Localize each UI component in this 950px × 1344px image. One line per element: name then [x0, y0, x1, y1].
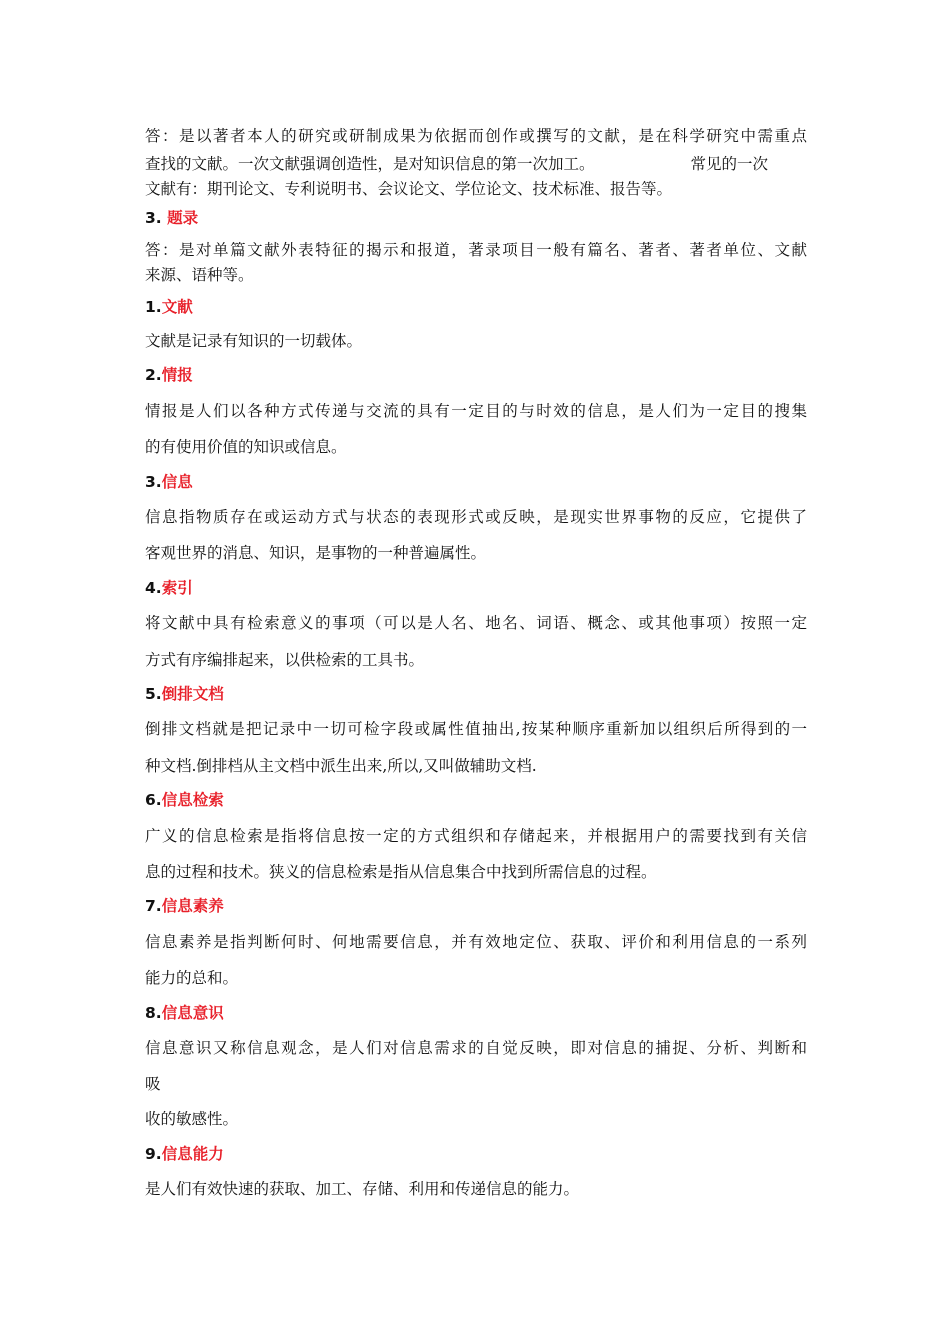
- tilu-answer-line: 答：是对单篇文献外表特征的揭示和报道，著录项目一般有篇名、著者、著者单位、文献: [145, 241, 807, 259]
- term-heading: [145, 684, 224, 704]
- term-definition-line: 信息素养是指判断何时、何地需要信息，并有效地定位、获取、评价和利用信息的一系列: [145, 933, 807, 951]
- heading-title: 信息: [161, 473, 193, 491]
- term-heading: [145, 472, 193, 492]
- term-heading: [145, 790, 224, 810]
- term-definition-line: 收的敏感性。: [145, 1110, 239, 1128]
- term-definition-line: 情报是人们以各种方式传递与交流的具有一定目的与时效的信息，是人们为一定目的搜集: [145, 402, 807, 420]
- term-heading: [145, 1144, 224, 1164]
- heading-number: 6.: [145, 791, 162, 809]
- heading-number: 3.: [145, 209, 162, 227]
- heading-number: 3.: [145, 473, 162, 491]
- heading-title: 信息能力: [161, 1145, 224, 1163]
- heading-title: 信息意识: [161, 1004, 224, 1022]
- term-definition-line: 种文档.倒排档从主文档中派生出来,所以,又叫做辅助文档.: [145, 757, 537, 775]
- term-definition-line: 文献是记录有知识的一切载体。: [145, 332, 363, 350]
- heading-number: 8.: [145, 1004, 162, 1022]
- heading-title: 索引: [161, 579, 193, 597]
- heading-title: 信息素养: [161, 897, 224, 915]
- term-definition-line: 将文献中具有检索意义的事项（可以是人名、地名、词语、概念、或其他事项）按照一定: [145, 614, 807, 632]
- term-definition-line: 息的过程和技术。狭义的信息检索是指从信息集合中找到所需信息的过程。: [145, 863, 657, 881]
- heading-title: 文献: [161, 298, 193, 316]
- heading-title: 情报: [161, 366, 193, 384]
- heading-title: 倒排文档: [161, 685, 224, 703]
- term-heading-tilu: [145, 208, 198, 228]
- term-heading: [145, 578, 193, 598]
- heading-number: 4.: [145, 579, 162, 597]
- term-definition-line: 的有使用价值的知识或信息。: [145, 438, 347, 456]
- heading-number: 9.: [145, 1145, 162, 1163]
- term-definition-line: 是人们有效快速的获取、加工、存储、利用和传递信息的能力。: [145, 1180, 580, 1198]
- heading-number: 2.: [145, 366, 162, 384]
- term-definition-line: 方式有序编排起来，以供检索的工具书。: [145, 651, 425, 669]
- intro-answer-line: [145, 154, 768, 174]
- term-definition-line: 信息意识又称信息观念，是人们对信息需求的自觉反映，即对信息的捕捉、分析、判断和: [145, 1039, 807, 1057]
- intro-answer-text: 查找的文献。一次文献强调创造性，是对知识信息的第一次加工。: [145, 155, 595, 173]
- heading-title: 题录: [167, 209, 199, 227]
- term-heading: [145, 297, 193, 317]
- heading-number: 5.: [145, 685, 162, 703]
- term-definition-line: 能力的总和。: [145, 969, 239, 987]
- term-definition-line: 信息指物质存在或运动方式与状态的表现形式或反映，是现实世界事物的反应，它提供了: [145, 508, 807, 526]
- heading-title: 信息检索: [161, 791, 224, 809]
- term-definition-line: 广义的信息检索是指将信息按一定的方式组织和存储起来，并根据用户的需要找到有关信: [145, 827, 807, 845]
- heading-number: 1.: [145, 298, 162, 316]
- intro-answer-line: 文献有：期刊论文、专利说明书、会议论文、学位论文、技术标准、报告等。: [145, 180, 673, 198]
- term-heading: [145, 1003, 224, 1023]
- term-definition-line: 倒排文档就是把记录中一切可检字段或属性值抽出,按某种顺序重新加以组织后所得到的一: [145, 720, 807, 738]
- intro-answer-line: 答：是以著者本人的研究或研制成果为依据而创作或撰写的文献，是在科学研究中需重点: [145, 127, 807, 145]
- term-definition-line: 客观世界的消息、知识，是事物的一种普遍属性。: [145, 544, 487, 562]
- intro-answer-text: 常见的一次: [690, 155, 769, 173]
- term-heading: [145, 896, 224, 916]
- heading-number: 7.: [145, 897, 162, 915]
- tilu-answer-line: 来源、语种等。: [145, 266, 254, 284]
- term-definition-line: 吸: [145, 1075, 161, 1093]
- term-heading: [145, 365, 193, 385]
